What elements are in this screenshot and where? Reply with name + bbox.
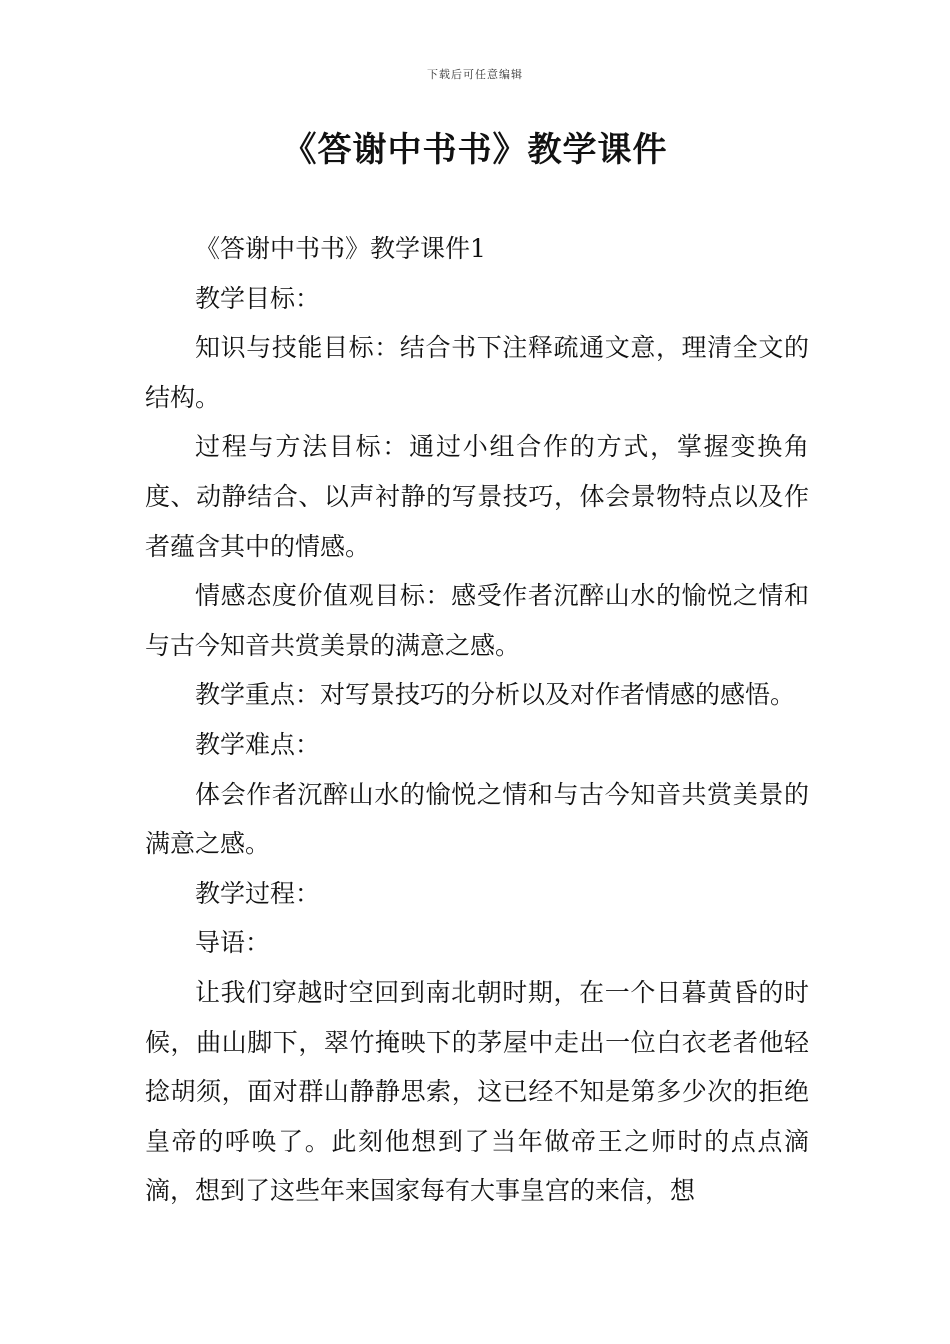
paragraph-process-objective: 过程与方法目标：通过小组合作的方式，掌握变换角度、动静结合、以声衬静的写景技巧，体会景物特点以及作者蕴含其中的情感。	[145, 432, 809, 561]
paragraph-objectives-heading: 教学目标：	[195, 283, 321, 313]
paragraph-difficulties-heading: 教学难点：	[195, 729, 321, 759]
paragraph-intro-heading: 导语：	[195, 928, 271, 958]
document-title: 《答谢中书书》教学课件	[282, 130, 668, 170]
paragraph-emotion-objective: 情感态度价值观目标：感受作者沉醉山水的愉悦之情和与古今知音共赏美景的满意之感。	[145, 581, 809, 660]
paragraph-key-points: 教学重点：对写景技巧的分析以及对作者情感的感悟。	[195, 680, 796, 710]
paragraph-process-heading: 教学过程：	[195, 878, 321, 908]
paragraph-knowledge-objective: 知识与技能目标：结合书下注释疏通文意，理清全文的结构。	[145, 333, 809, 412]
paragraph-subtitle: 《答谢中书书》教学课件1	[195, 234, 486, 263]
paragraph-difficulties: 体会作者沉醉山水的愉悦之情和与古今知音共赏美景的满意之感。	[145, 779, 809, 859]
header-note: 下载后可任意编辑	[427, 68, 523, 81]
paragraph-intro: 让我们穿越时空回到南北朝时期，在一个日暮黄昏的时候，曲山脚下，翠竹掩映下的茅屋中走出一位白衣老者他轻捻胡须，面对群山静静思索，这已经不知是第多少次的拒绝皇帝的呼唤了。此刻他想到了当年做帝王之师时的点点滴滴，想到了这些年来国家每有大事皇宫的来信，想	[145, 977, 809, 1206]
document-body	[145, 224, 809, 1216]
